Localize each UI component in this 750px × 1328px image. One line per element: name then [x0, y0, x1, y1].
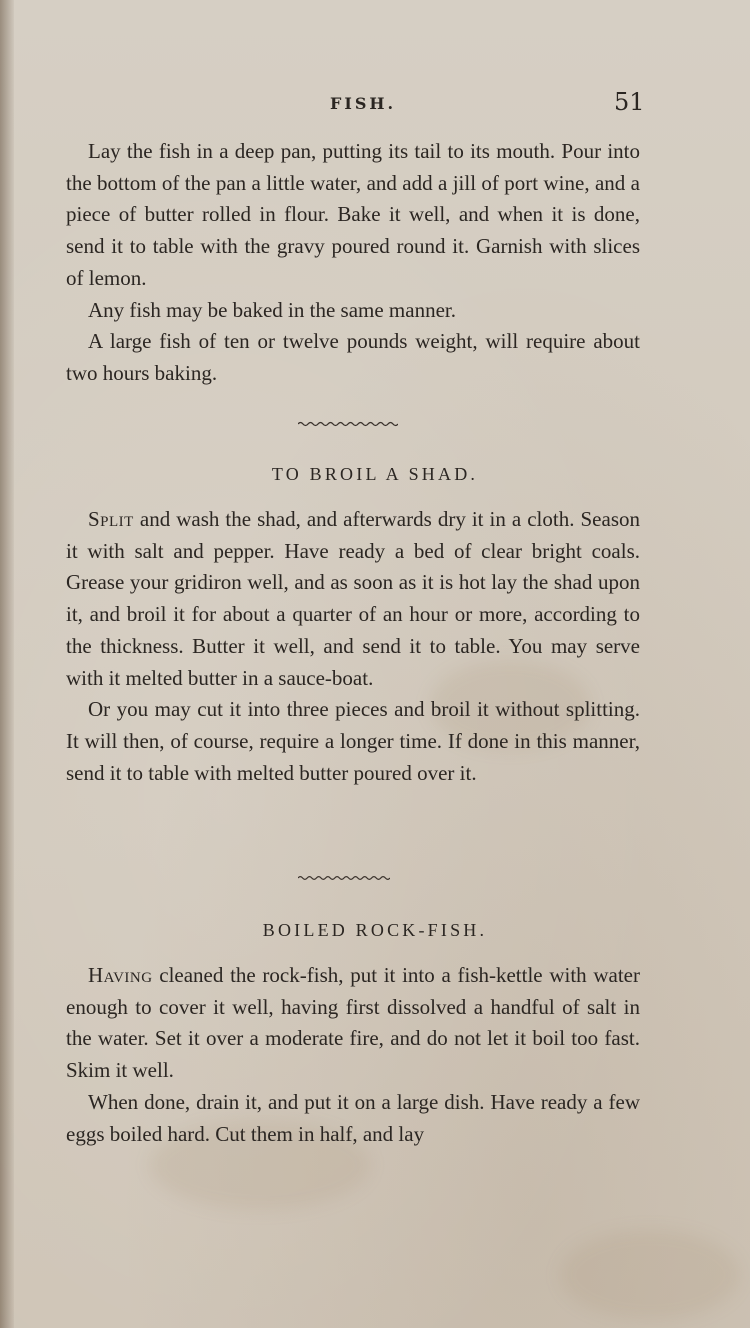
- running-head: FISH.: [330, 94, 397, 113]
- page-header: [0, 88, 750, 118]
- paragraph: Lay the fish in a deep pan, putting its tail to its mouth. Pour into the bottom of the pan a little water, and add a jill of port wine, and a piece of butter rolled in flour. Bake it well, and when it is done, send it to table with the gravy poured round it. Garnish with slices of lemon.: [66, 139, 640, 290]
- section-heading: BOILED ROCK-FISH.: [262, 920, 488, 940]
- age-stain: [560, 1230, 740, 1320]
- paragraph-text: and wash the shad, and afterwards dry it in a cloth. Season it with salt and pepper. Have ready a bed of clear bright coals. Grease your gridiron well, and as soon as it is hot lay the shad upon it, and broil it for about a quarter of an hour or more, according to the thickness. Butter it well, and send it to table. You may serve with it melted butter in a sauce-boat.: [66, 507, 640, 690]
- initial-word: Having: [88, 963, 153, 987]
- paragraph: [66, 960, 640, 1087]
- wavy-divider: [298, 875, 390, 881]
- paragraph: A large fish of ten or twelve pounds weight, will require about two hours baking.: [66, 329, 640, 385]
- paragraph: Any fish may be baked in the same manner.: [88, 297, 456, 322]
- wavy-divider: [298, 421, 398, 427]
- section-broil-shad: [66, 504, 640, 789]
- paragraph: [66, 504, 640, 694]
- initial-word: Split: [88, 507, 134, 531]
- paragraph-text: cleaned the rock-fish, put it into a fish-kettle with water enough to cover it well, having first dissolved a handful of salt in the water. Set it over a moderate fire, and do not let it boil too fast. Skim it well.: [66, 963, 640, 1083]
- page-number: 51: [614, 88, 645, 116]
- section-baked-fish: [66, 136, 640, 390]
- paragraph: Or you may cut it into three pieces and broil it without splitting. It will then, of course, require a longer time. If done in this manner, send it to table with melted butter poured over it.: [66, 697, 640, 785]
- section-boiled-rockfish: [66, 960, 640, 1150]
- paragraph: When done, drain it, and put it on a large dish. Have ready a few eggs boiled hard. Cut them in half, and lay: [66, 1089, 640, 1146]
- section-heading: TO BROIL A SHAD.: [271, 464, 479, 484]
- page-gutter-shadow: [0, 0, 14, 1328]
